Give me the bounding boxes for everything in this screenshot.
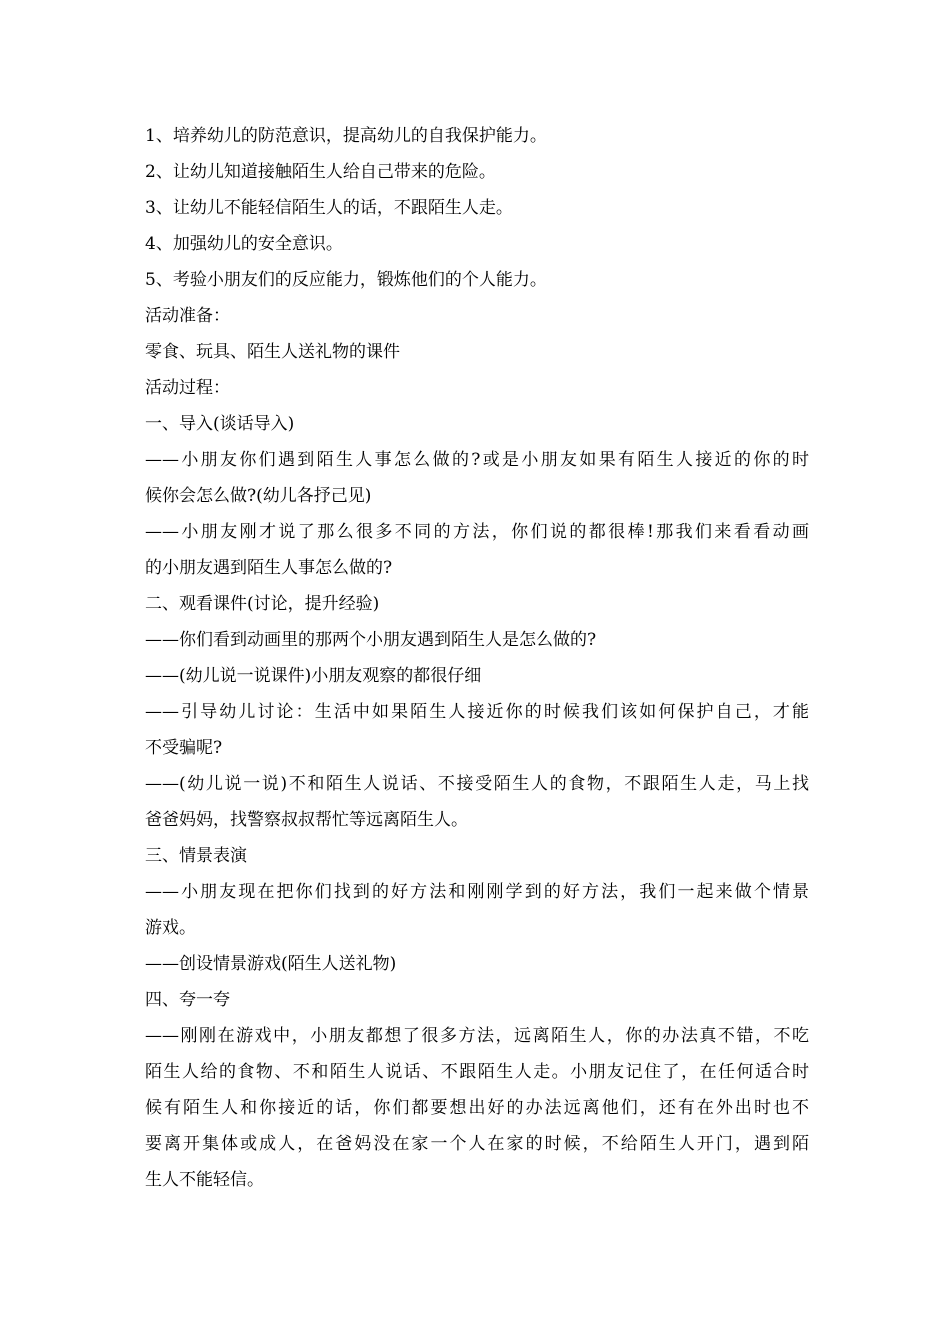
text-line: 爸爸妈妈，找警察叔叔帮忙等远离陌生人。: [145, 810, 468, 830]
text-line: ——(幼儿说一说)不和陌生人说话、不接受陌生人的食物，不跟陌生人走，马上找: [145, 774, 809, 794]
text-line: 候你会怎么做?(幼儿各抒己见): [145, 486, 372, 506]
text-line: ——创设情景游戏(陌生人送礼物): [145, 954, 397, 974]
text-line: 3、让幼儿不能轻信陌生人的话，不跟陌生人走。: [145, 198, 513, 218]
document-body: [145, 118, 809, 1198]
text-line: ——小朋友刚才说了那么很多不同的方法，你们说的都很棒!那我们来看看动画: [145, 522, 809, 542]
section-heading: 一、导入(谈话导入): [145, 414, 295, 434]
text-line: 2、让幼儿知道接触陌生人给自己带来的危险。: [145, 162, 496, 182]
text-line: 候有陌生人和你接近的话，你们都要想出好的办法远离他们，还有在外出时也不: [145, 1098, 809, 1118]
section-label: 活动过程：: [145, 378, 230, 398]
text-line: ——引导幼儿讨论：生活中如果陌生人接近你的时候我们该如何保护自己，才能: [145, 702, 809, 722]
text-line: 4、加强幼儿的安全意识。: [145, 234, 343, 254]
text-line: ——(幼儿说一说课件)小朋友观察的都很仔细: [145, 666, 482, 686]
section-label: 活动准备：: [145, 306, 230, 326]
section-heading: 二、观看课件(讨论，提升经验): [145, 594, 380, 614]
section-heading: 四、夸一夸: [145, 990, 230, 1010]
text-line: ——小朋友你们遇到陌生人事怎么做的?或是小朋友如果有陌生人接近的你的时: [145, 450, 809, 470]
text-line: ——刚刚在游戏中，小朋友都想了很多方法，远离陌生人，你的办法真不错，不吃: [145, 1026, 809, 1046]
text-line: 游戏。: [145, 918, 196, 938]
text-line: ——小朋友现在把你们找到的好方法和刚刚学到的好方法，我们一起来做个情景: [145, 882, 809, 902]
text-line: 不受骗呢?: [145, 738, 223, 758]
text-line: 5、考验小朋友们的反应能力，锻炼他们的个人能力。: [145, 270, 547, 290]
text-line: 陌生人给的食物、不和陌生人说话、不跟陌生人走。小朋友记住了，在任何适合时: [145, 1062, 809, 1082]
text-line: ——你们看到动画里的那两个小朋友遇到陌生人是怎么做的?: [145, 630, 597, 650]
text-line: 1、培养幼儿的防范意识，提高幼儿的自我保护能力。: [145, 126, 547, 146]
text-line: 的小朋友遇到陌生人事怎么做的?: [145, 558, 393, 578]
text-line: 生人不能轻信。: [145, 1170, 264, 1190]
text-line: 零食、玩具、陌生人送礼物的课件: [145, 342, 400, 362]
section-heading: 三、情景表演: [145, 846, 247, 866]
text-line: 要离开集体或成人，在爸妈没在家一个人在家的时候，不给陌生人开门，遇到陌: [145, 1134, 809, 1154]
